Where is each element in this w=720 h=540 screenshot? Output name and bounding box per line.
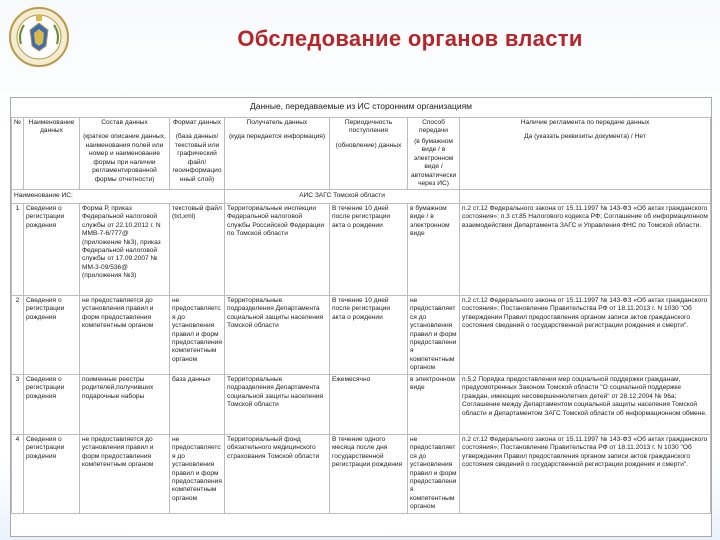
header-name: Наименование данных <box>24 117 80 190</box>
row-format: текстовый файл (txt,xml) <box>170 203 225 295</box>
data-transfer-table <box>11 98 711 514</box>
table-row <box>12 295 711 374</box>
page-title: Обследование органов власти <box>237 26 583 51</box>
table-row <box>12 203 711 295</box>
row-periodicity: Ежемесячно <box>330 374 408 434</box>
header-regulation: Наличие регламента по передаче данных Да (указать реквизиты документа) / Нет <box>460 117 711 190</box>
row-regulation: п.2 ст.12 Федерального закона от 15.11.1997 № 143-ФЗ «Об актах гражданского состояния»; Постановление Правительства РФ от 18.11.2013 г. N 1030 "Об утверждении Правил предоставления органом записи актов гражданского состояния сведений о государственной регистрации рождения и смерти". <box>460 295 711 374</box>
row-num: 2 <box>12 295 24 374</box>
header-method: Способ передачи (в бумажном виде / в электронном виде / автоматически через ИС) <box>408 117 460 190</box>
row-recipient: Территориальные инспекции Федеральной налоговой службы Российской Федерации по Томской области <box>225 203 330 295</box>
row-name: Сведения о регистрации рождения <box>24 434 80 513</box>
table-row <box>12 374 711 434</box>
row-regulation: п.2 ст.12 Федерального закона от 15.11.1997 № 143-ФЗ «Об актах гражданского состояния»; Постановление Правительства РФ от 18.11.2013 г. N 1030 "Об утверждении Правил предоставления органом записи актов гражданского состояния сведений о государственной регистрации рождения и смерти". <box>460 434 711 513</box>
header-format: Формат данных (база данных/ текстовый или графический файл/ геоинформацио нный слой) <box>170 117 225 190</box>
header-periodicity: Периодичность поступления (обновление) данных <box>330 117 408 190</box>
row-periodicity: В течение 10 дней после регистрации акта о рождении <box>330 295 408 374</box>
row-composition: Форма Р, приказ Федеральной налоговой службы от 22.10.2012 г. N ММВ-7-6/777@ (приложение №3), приказ Федеральной налоговой службы от 17.09.2007 № ММ-3-09/536@ (приложения №3) <box>80 203 170 295</box>
row-format: не предоставляется до установления правил и форм предоставления компетентным органом <box>170 434 225 513</box>
row-recipient: Территориальный фонд обязательного медицинского страхования Томской области <box>225 434 330 513</box>
row-num: 4 <box>12 434 24 513</box>
row-recipient: Территориальные подразделения Департамента социальной защиты населения Томской области <box>225 374 330 434</box>
table-caption: Данные, передаваемые из ИС сторонним организациям <box>12 98 711 117</box>
row-regulation: п.5.2 Порядка предоставления мер социальной поддержки гражданам, предусмотренных Законом Томской области "О социальной поддержке граждан, имеющих несовершеннолетних детей" от 28.12.2004 № 96а; Соглашение между Департаментом социальной защиты населения Томской области и Департаментом ЗАГС Томской области об информационном обмене. <box>460 374 711 434</box>
row-method: не предоставляется до установления правил и форм предоставления компетентным органом <box>408 295 460 374</box>
header-num: № <box>12 117 24 190</box>
group-value: АИС ЗАГС Томской области <box>225 190 460 203</box>
row-format: база данных <box>170 374 225 434</box>
row-regulation: п.2 ст.12 Федерального закона от 15.11.1997 № 143-ФЗ «Об актах гражданского состояния»; п.3 ст.85 Налогового кодекса РФ; Соглашение об информационном взаимодействии Департамента ЗАГС и Управления ФНС по Томской области. <box>460 203 711 295</box>
row-method: в бумажном виде / в электронном виде <box>408 203 460 295</box>
row-name: Сведения о регистрации рождения <box>24 203 80 295</box>
row-composition: не предоставляется до установления правил и форм предоставления компетентным органом <box>80 295 170 374</box>
group-label: Наименование ИС: <box>12 190 225 203</box>
row-method: в электронном виде <box>408 374 460 434</box>
row-format: не предоставляется до установления правил и форм предоставления компетентным органом <box>170 295 225 374</box>
table-row <box>12 434 711 513</box>
header-composition: Состав данных (краткое описание данных, наименования полей или номер и наименование формы при наличии регламентированной формы отчетности) <box>80 117 170 190</box>
row-periodicity: В течение одного месяца после дня государственной регистрации рождения <box>330 434 408 513</box>
row-composition: поименные реестры родителей,получивших подарочные наборы <box>80 374 170 434</box>
row-num: 3 <box>12 374 24 434</box>
row-periodicity: В течение 10 дней после регистрации акта о рождении <box>330 203 408 295</box>
row-name: Сведения о регистрации рождения <box>24 374 80 434</box>
row-num: 1 <box>12 203 24 295</box>
row-name: Сведения о регистрации рождения <box>24 295 80 374</box>
row-method: не предоставляется до установления правил и форм предоставления компетентным органом <box>408 434 460 513</box>
group-empty <box>460 190 711 203</box>
row-recipient: Территориальные подразделения Департамента социальной защиты населения Томской области <box>225 295 330 374</box>
data-table-sheet <box>10 97 712 537</box>
header-recipient: Получатель данных (куда передается информация) <box>225 117 330 190</box>
emblem-logo <box>8 6 70 68</box>
row-composition: не предоставляется до установления правил и форм предоставления компетентным органом <box>80 434 170 513</box>
